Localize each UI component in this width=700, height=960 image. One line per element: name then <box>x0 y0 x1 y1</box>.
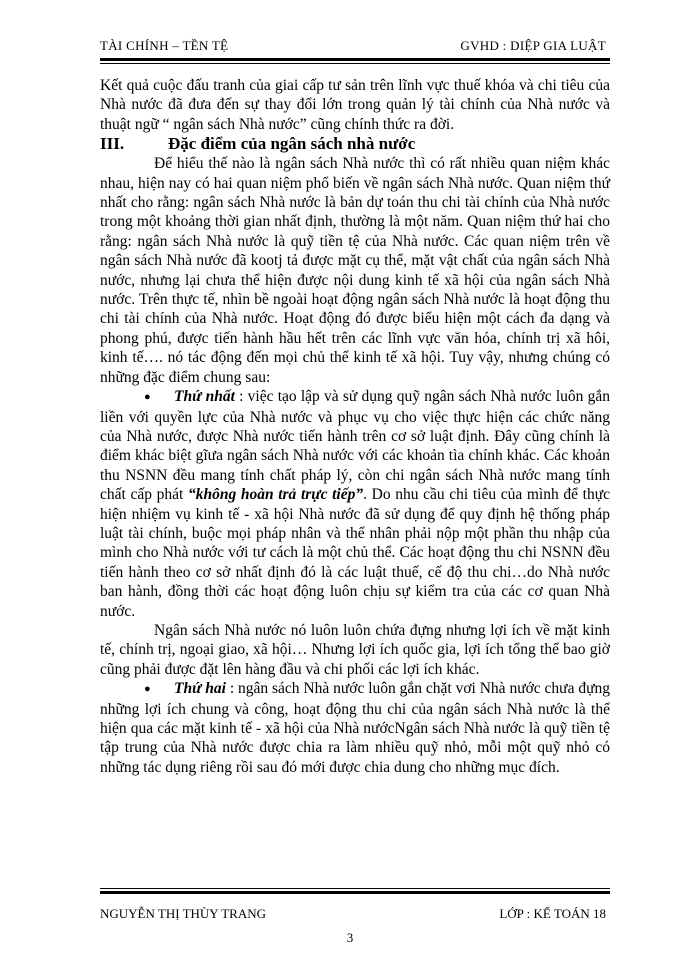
bullet-first-text-a: : việc tạo lập và sử dụng quỹ ngân sách Nhà nước luôn gắn liền với quyền lực của Nhà nước và phục vụ cho việc thực hiện các chức năng của Nhà nước, được Nhà nước tiến hành trên cơ sở luật định. Đây cũng chính là điểm khác biệt gĩưa ngân sách Nhà nước với các khoản tìa chính khác. Các khoản thu NSNN đều mang tính chất pháp lý, còn chi ngân sách Nhà nước mang tính chất cấp phát <box>100 388 611 504</box>
paragraph-intro: Kết quả cuộc đấu tranh của giai cấp tư sản trên lĩnh vực thuế khóa và chi tiêu của Nhà nước đã đưa đến sự thay đổi lớn trong quản lý tài chính của Nhà nước và thuật ngữ “ ngân sách Nhà nước” cũng chính thức ra đời. <box>100 77 610 133</box>
bullet-first-emphasis: “không hoàn trả trực tiếp” <box>187 486 364 504</box>
bullet-first-lead: Thứ nhất <box>174 388 235 406</box>
bullet-icon: ● <box>144 391 151 404</box>
bullet-second-text: : ngân sách Nhà nước luôn gắn chặt vơi Nhà nước chưa đựng những lợi ích chung và công, hoạt động thu chi của ngân sách Nhà nước là thể hiện qua các mặt kinh tế - xã hội của Nhà nướcNgân sách Nhà nước là quỹ tiền tệ tập trung của Nhà nước được chia ra làm nhiều quỹ nhỏ, mỗi một quỹ nhỏ có những tác dụng riêng rồi sau đó mới được chia dung cho những mục đích. <box>100 680 610 776</box>
bullet-item-first <box>100 387 610 621</box>
footer-author: NGUYỄN THỊ THÙY TRANG <box>100 906 266 921</box>
header-rule <box>100 58 610 64</box>
bullet-item-second <box>100 679 610 777</box>
footer-rule <box>100 888 610 894</box>
paragraph-benefits: Ngân sách Nhà nước nó luôn luôn chứa đựng nhưng lợi ích về mặt kinh tế, chính trị, ngoại giao, xã hội… Nhưng lợi ích quốc gia, lợi ích tổng thể bao giờ cũng phải được đặt lên hàng đầu và chi phối các lợi ích khác. <box>100 621 610 678</box>
section-number: III. <box>100 134 125 154</box>
page-content <box>100 76 610 777</box>
paragraph-concepts: Để hiểu thế nào là ngân sách Nhà nước thì có rất nhiều quan niệm khác nhau, hiện nay có hai quan niệm phổ biến về ngân sách Nhà nước. Quan niệm thứ nhất cho rằng: ngân sách Nhà nước là bản dự toán thu chi tài chính của Nhà nước trong một khoảng thời gian nhất định, thường là một năm. Quan niệm thứ hai cho rằng: ngân sách Nhà nước là quỹ tiền tệ của Nhà nước. Các quan niệm trên về ngân sách Nhà nước đã kootj tả được mặt cụ thể, mặt vật chất của ngân sách Nhà nước, nhưng lại chưa thể hiện được nội dung kinh tế xã hội của ngân sách Nhà nước. Trên thực tế, nhìn bề ngoài hoạt động ngân sách Nhà nước là hoạt động thu chi tài chính của Nhà nước. Hoạt động đó được biểu hiện một cách đa dạng và phong phú, được tiến hành hầu hết trên các lĩnh vực văn hóa, chính trị xã hôi, kinh tế…. nó tác động đến mọi chủ thể kinh tế xã hội. Tuy vậy, nhưng chúng có những đặc điểm chung sau: <box>100 155 610 386</box>
page-number: 3 <box>346 930 354 945</box>
bullet-first-text-b: . Do nhu cầu chi tiêu của mình để thực hiện nhiệm vụ kinh tế - xã hội Nhà nước đã sử dụng để quy định hệ thống pháp luật tài chính, buộc mọi pháp nhân và thể nhân phải nộp một phần thu nhập của mình cho Nhà nước với tư cách là một chủ thể. Các hoạt động thu chi NSNN đều tiến hành theo cơ sở nhất định đó là các luật thuế, cế độ thu chi…do Nhà nước ban hành, đồng thời các hoạt động luôn chịu sự kiểm tra của các cơ quan Nhà nước. <box>100 486 610 620</box>
header-subject: TÀI CHÍNH – TỀN TỆ <box>100 38 229 53</box>
bullet-icon: ● <box>144 683 151 696</box>
section-heading <box>100 134 610 154</box>
bullet-second-lead: Thứ hai <box>174 680 226 698</box>
header-advisor: GVHD : DIỆP GIA LUẬT <box>460 38 606 53</box>
section-title: Đặc điểm của ngân sách nhà nước <box>168 134 416 154</box>
footer-class: LỚP : KẾ TOÁN 18 <box>499 906 606 921</box>
